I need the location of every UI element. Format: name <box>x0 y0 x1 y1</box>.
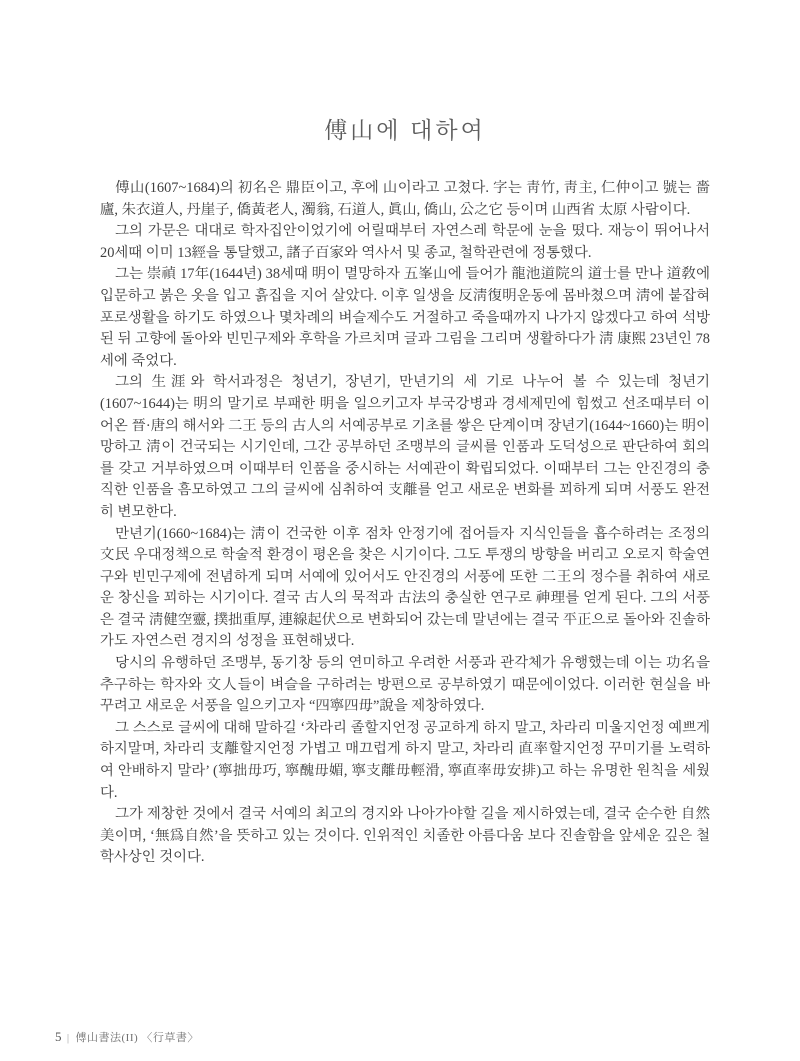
page-title: 傅山에 대하여 <box>324 118 486 143</box>
paragraph-life-periods: 그의 生涯와 학서과정은 청년기, 장년기, 만년기의 세 기로 나누어 볼 수 있는데 청년기(1607~1644)는 明의 말기로 부패한 明을 일으키고자 부국강병과 경세제민에 힘썼고 선조때부터 이어온 晉·唐의 해서와 二王 등의 古人의 서예공부로 기초를 쌓은 단계이며 장년기(1644~1660)는 明이 망하고 淸이 건국되는 시기인데, 그간 공부하던 조맹부의 글씨를 인품과 도덕성으로 판단하여 회의를 갖고 거부하였으며 이때부터 인품을 중시하는 서예관이 확립되었다. 이때부터 그는 안진경의 충직한 인품을 흠모하였고 그의 글씨에 심취하여 支離를 얻고 새로운 변화를 꾀하게 되며 서풍도 완전히 변모한다. <box>100 374 710 520</box>
paragraph-late-period: 만년기(1660~1684)는 淸이 건국한 이후 점차 안정기에 접어들자 지식인들을 흡수하려는 조정의 文民 우대정책으로 학술적 환경이 평온을 찾은 시기이다. 그도 투쟁의 방향을 버리고 오로지 학술연구와 빈민구제에 전념하게 되며 서예에 있어서도 안진경의 서풍에 또한 二王의 정수를 취하여 새로운 창신을 꾀하는 시기이다. 결국 古人의 묵적과 古法의 충실한 연구로 神理를 얻게 된다. 그의 서풍은 결국 淸健空靈, 撲拙重厚, 連線起伏으로 변화되어 갔는데 말년에는 결국 平正으로 돌아와 진솔하가도 자연스런 경지의 성정을 표현해냈다. <box>100 525 710 650</box>
footer-book-title: 傅山書法(II) 〈行草書〉 <box>75 1032 199 1044</box>
page-footer <box>55 1029 199 1045</box>
paragraph-family-learning: 그의 가문은 대대로 학자집안이었기에 어릴때부터 자연스레 학문에 눈을 떴다. 재능이 뛰어나서 20세때 이미 13經을 통달했고, 諸子百家와 역사서 및 종교, 철학관련에 정통했다. <box>100 223 710 261</box>
article-body <box>100 178 710 869</box>
paragraph-contemporary-trends: 당시의 유행하던 조맹부, 동기창 등의 연미하고 우려한 서풍과 관각체가 유행했는데 이는 功名을 추구하는 학자와 文人들이 벼슬을 구하려는 방편으로 공부하였기 때문에이었다. 이러한 현실을 바꾸려고 새로운 서풍을 일으키고자 “四寧四毋”說을 제창하였다. <box>100 655 710 715</box>
page-number: 5 <box>55 1029 62 1044</box>
paragraph-conclusion: 그가 제창한 것에서 결국 서예의 최고의 경지와 나아가야할 길을 제시하였는데, 결국 순수한 自然美이며, ‘無爲自然’을 뜻하고 있는 것이다. 인위적인 치졸한 아름다움 보다 진솔함을 앞세운 깊은 철학사상인 것이다. <box>100 806 710 866</box>
paragraph-ming-fall-life: 그는 崇禎 17年(1644년) 38세때 明이 멸망하자 五峯山에 들어가 龍池道院의 道士를 만나 道敎에 입문하고 붉은 옷을 입고 흙집을 지어 살았다. 이후 일생을 反淸復明운동에 몸바쳤으며 淸에 붙잡혀 포로생활을 하기도 하였으나 몇차례의 벼슬제수도 거절하고 죽을때까지 나가지 않겠다고 하여 석방된 뒤 고향에 돌아와 빈민구제와 후학을 가르치며 글과 그림을 그리며 생활하다가 淸 康熙 23년인 78세에 죽었다. <box>100 266 710 369</box>
footer-separator: | <box>67 1033 70 1044</box>
paragraph-intro-names: 傅山(1607~1684)의 初名은 鼎臣이고, 후에 山이라고 고쳤다. 字는 靑竹, 靑主, 仁仲이고 號는 嗇廬, 朱衣道人, 丹崖子, 僑黃老人, 濁翁, 石道人, 眞山, 僑山, 公之它 등이며 山西省 太原 사람이다. <box>100 180 710 218</box>
paragraph-four-principles: 그 스스로 글씨에 대해 말하길 ‘차라리 졸할지언정 공교하게 하지 말고, 차라리 미울지언정 예쁘게 하지말며, 차라리 支離할지언정 가볍고 매끄럽게 하지 말고, 차라리 直率할지언정 꾸미기를 노력하여 안배하지 말라’ (寧拙毋巧, 寧醜毋媚, 寧支離毋輕滑, 寧直率毋安排)고 하는 유명한 원칙을 세웠다. <box>100 719 710 801</box>
